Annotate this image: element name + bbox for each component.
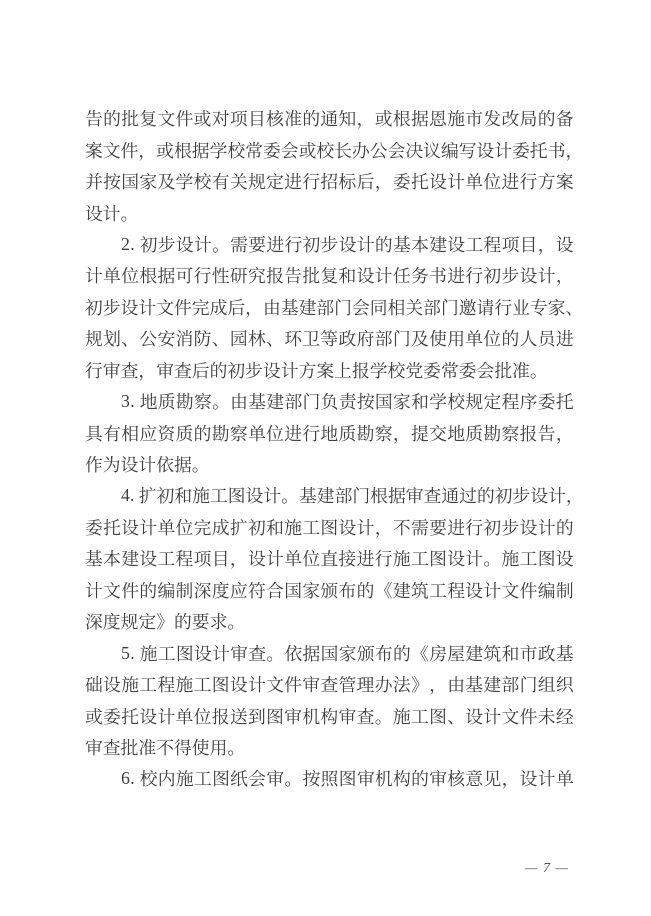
- text-line: 审 查 批 准 不 得 使 用 。: [85, 737, 246, 758]
- text-line: 基 本 建 设 工 程 项 目 ， 设 计 单 位 直 接 进 行 施 工 图 设 计 。 施 工 图 设: [85, 549, 574, 570]
- text-line: 规 划 、 公 安 消 防 、 园 林 、 环 卫 等 政 府 部 门 及 使 用 单 位 的 人 员 进: [85, 329, 574, 350]
- page-number: — 7 —: [525, 861, 569, 876]
- text-line: 具 有 相 应 资 质 的 勘 察 单 位 进 行 地 质 勘 察 ， 提 交 地 质 勘 察 报 告 ，: [85, 423, 574, 444]
- text-line: 5 . 施 工 图 设 计 审 查 。 依 据 国 家 颁 布 的 《 房 屋 建 筑 和 市 政 基: [121, 642, 574, 664]
- text-line: 6 . 校 内 施 工 图 纸 会 审 。 按 照 图 审 机 构 的 审 核 意 见 ， 设 计 单: [121, 768, 574, 790]
- text-line: 行 审 查 ， 审 查 后 的 初 步 设 计 方 案 上 报 学 校 党 委 常 委 会 批 准 。: [85, 360, 548, 381]
- text-line: 作 为 设 计 依 据 。: [85, 455, 210, 476]
- text-line: 4 . 扩 初 和 施 工 图 设 计 。 基 建 部 门 根 据 审 查 通 过 的 初 步 设 计 ，: [121, 485, 584, 507]
- text-line: 深 度 规 定 》 的 要 求 。: [85, 612, 246, 633]
- text-line: 或 委 托 设 计 单 位 报 送 到 图 审 机 构 审 查 。 施 工 图 、 设 计 文 件 未 经: [85, 706, 574, 727]
- text-line: 计 单 位 根 据 可 行 性 研 究 报 告 批 复 和 设 计 任 务 书 进 行 初 步 设 计 ，: [85, 266, 574, 287]
- text-line: 告 的 批 复 文 件 或 对 项 目 核 准 的 通 知 ， 或 根 据 恩 施 市 发 改 局 的 备: [85, 109, 574, 130]
- text-line: 计 文 件 的 编 制 深 度 应 符 合 国 家 颁 布 的 《 建 筑 工 程 设 计 文 件 编 制: [85, 580, 574, 601]
- text-line: 初 步 设 计 文 件 完 成 后 ， 由 基 建 部 门 会 同 相 关 部 门 邀 请 行 业 专 家 、: [85, 297, 584, 318]
- text-line: 2 . 初 步 设 计 。 需 要 进 行 初 步 设 计 的 基 本 建 设 工 程 项 目 ， 设: [121, 233, 574, 255]
- text-block: [85, 103, 584, 795]
- text-line: 设 计 。: [85, 203, 139, 224]
- text-line: 委 托 设 计 单 位 完 成 扩 初 和 施 工 图 设 计 ， 不 需 要 进 行 初 步 设 计 的: [85, 517, 574, 538]
- text-line: 3 . 地 质 勘 察 。 由 基 建 部 门 负 责 按 国 家 和 学 校 规 定 程 序 委 托: [121, 391, 574, 413]
- text-line: 础 设 施 工 程 施 工 图 设 计 文 件 审 查 管 理 办 法 》 ， 由 基 建 部 门 组 织: [85, 675, 574, 696]
- text-line: 案 文 件 ， 或 根 据 学 校 常 委 会 或 校 长 办 公 会 决 议 编 写 设 计 委 托 书 ，: [85, 140, 584, 161]
- text-line: 并 按 国 家 及 学 校 有 关 规 定 进 行 招 标 后 ， 委 托 设 计 单 位 进 行 方 案: [85, 172, 574, 193]
